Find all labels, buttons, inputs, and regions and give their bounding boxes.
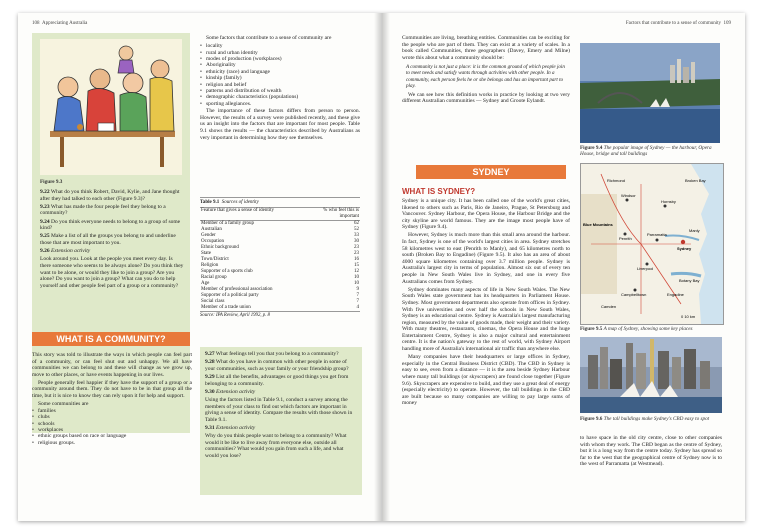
community-paragraph-1: This story was told to illustrate the ways in which people can feel part of a community, or can feel shut out and unhappy. We all have communities we can belong to and these will change as we grow up, move to other places, or have events happening in our lives. (32, 352, 192, 378)
communities-intro: Communities are living, breathing entities. Communities can be exciting for the people who are part of them. They can exist at a variety of scales. In a book called Communities, three geographers (Davey, Emery and Milne) wrote this about what a community should be: (402, 35, 570, 61)
question-item: 9.25 Make a list of all the groups you belong to and underline those that are most important to you. (40, 233, 176, 246)
sydney-map (581, 164, 723, 324)
question-item: Using the factors listed in Table 9.1, conduct a survey among the members of your class to find out which factors are important in giving a sense of identity. Compare the results with those shown in Table 9.1. (205, 396, 353, 423)
sydney-text (402, 198, 570, 408)
question-item: Why do you think people want to belong to a community? What would it be like to live away from everyone else, outside all communities? What would you gain from such a life, and what would you lose? (205, 433, 347, 459)
community-item: • clubs (32, 414, 192, 420)
factors-list (200, 43, 360, 107)
factor-item: • Aboriginality (200, 62, 360, 68)
factor-item: • locality (200, 43, 360, 49)
sydney-paragraph: Sydney is a unique city. It has been called one of the world's great cities, likened to others such as Paris, Rio de Janeiro, Prague, St Petersburg and Vancouver. Sydney Harbour, the Opera House, the Harbour Bridge and the city skyline are world famous. They are the image most people have of Sydney (Figure 9.4). (402, 198, 570, 231)
figure-9-6-photo (580, 337, 722, 413)
community-item: • families (32, 408, 192, 414)
questions-bottom (200, 347, 362, 465)
map-label-manly: Manly (689, 228, 700, 233)
community-text (32, 352, 192, 446)
table-row: Member of a family group 62 (201, 221, 359, 226)
question-item: 9.29 List all the benefits, advantages or good things you get from belonging to a community. (205, 373, 349, 387)
right-column-2-bottom (580, 435, 722, 469)
table-source: Source: IPA Review, April 1992, p. 8 (200, 313, 270, 318)
table-9-1 (200, 197, 360, 318)
table-row: State 23 (201, 251, 359, 256)
figure-9-3-caption (40, 179, 62, 185)
right-column-1 (402, 35, 570, 106)
table-row: Gender 33 (201, 233, 359, 238)
table-header-right: % who feel this is important (323, 208, 359, 219)
what-is-sydney-heading: WHAT IS SYDNEY? (402, 187, 476, 196)
map-label-richmond: Richmond (607, 178, 626, 183)
question-item: 9.23 What has made the four people feel they belong to a community? (40, 203, 166, 217)
community-paragraph-2: People generally feel happier if they have the support of a group or a community around them. They do not have to be in that group all the time, but it is nice to know they can rely upon it for help and support. (32, 379, 192, 400)
table-row: Town/District 16 (201, 257, 359, 262)
figure-9-4-photo (580, 43, 720, 143)
figure-9-3-label: Figure 9.3 (40, 179, 63, 185)
factor-item: • kinship (family) (200, 75, 360, 81)
questions-9-22-to-9-26 (40, 189, 185, 291)
map-scale-bar: 0 10 km (681, 314, 696, 319)
factor-item: • ethnicity (race) and language (200, 69, 360, 75)
sydney-paragraph: Many companies have their headquarters or large offices in Sydney, especially in the Central Business District (CBD). The CBD in Sydney is easy to see, even from a distance — it is the area beside Sydney Harbour where many tall buildings (or skyscrapers) are found close together (Figure 9.6). Skyscrapers are expensive to build, and they use a great deal of energy (especially electricity) to operate. However, the tall buildings in the CBD are built because so many companies are willing to pay large sums of money (402, 354, 570, 407)
map-label-camden: Camden (601, 304, 617, 309)
questions-9-27-to-9-31-box (200, 347, 362, 495)
map-label-campbelltown: Campbelltown (621, 292, 647, 297)
identity-table (200, 207, 360, 312)
sydney-banner: SYDNEY (416, 165, 566, 179)
figure-9-3-illustration (40, 39, 182, 175)
community-heading-banner: WHAT IS A COMMUNITY? (32, 332, 190, 346)
sydney-harbour-photo (580, 43, 720, 143)
map-label-engadine: Engadine (667, 292, 684, 297)
right-running-title: Factors that contribute to a sense of community (625, 21, 721, 26)
right-page (382, 13, 745, 521)
question-item: 9.27 What feelings tell you that you belong to a community? (205, 351, 339, 357)
table-title: Table 9.1 Sources of identity (200, 200, 259, 205)
table-row: Australian 52 (201, 227, 359, 232)
question-item: 9.28 What do you have in common with other people in some of your communities, such as your family or your friendship group? (205, 359, 349, 372)
table-row: Racial group 10 (201, 275, 359, 280)
table-row: Age 10 (201, 281, 359, 286)
table-row: Occupation 30 (201, 239, 359, 244)
community-item: • schools (32, 421, 192, 427)
left-running-head (32, 21, 87, 26)
sydney-paragraph: However, Sydney is much more than this small area around the harbour. In fact, Sydney is one of the world's largest cities in area. Sydney stretches 58 kilometres west to east (Penrith to Manly), and 65 kilometres north to south (Broken Bay to Engadine) (Figure 9.5). It also has an area of about 4000 square kilometres containing over 3.7 million people. Sydney is Australia's largest city in terms of population. Almost six out of every ten people in New South Wales live in Sydney, and one in every five Australians comes from Sydney. (402, 232, 570, 285)
sydney-paragraph: Sydney dominates many aspects of life in New South Wales. The New South Wales state government has its headquarters in Parliament House. Sydney. Most government departments also operate from offices in Sydney. With five universities and over half the schools in New South Wales, Sydney is an educational centre. Sydney is Australia's largest manufacturing region, measured by the value of goods made, their weight and their variety. With many theatres, restaurants, cinemas, the Opera House and the huge Entertainment Centre, Sydney is also a major cultural and entertainment centre. It is the nation's gateway to the rest of world, with Sydney Airport handling more of Australia's international air traffic than anywhere else. (402, 286, 570, 353)
figure-9-4-caption: Figure 9.4 The popular image of Sydney — the harbour, Opera House, bridge and tall buildings (580, 145, 712, 158)
community-list-intro: Some communities are (38, 401, 89, 408)
factor-item: • demographic characteristics (populations) (200, 94, 360, 100)
community-item: • religious groups. (32, 440, 192, 446)
map-label-sydney: Sydney (677, 246, 692, 251)
book-spread (18, 13, 745, 521)
left-page (18, 13, 381, 521)
table-row: Member of a trade union 4 (201, 305, 359, 310)
map-label-blue-mountains: Blue Mountains (583, 222, 613, 227)
question-9-26-body: Look around you. Look at the people you meet every day. Is there someone who seems to be always alone? Do you think they want to be alone, or would they like to join a group? Are you alone? Do you want to join a group? What can you do to help yourself and other people feel part of a group or a community? (40, 256, 184, 289)
table-row: Supporter of a political party 7 (201, 293, 359, 298)
community-item: • ethnic groups based on race or language (32, 433, 192, 439)
question-item: 9.31 Extension activity (205, 424, 256, 431)
figure-9-5-caption: Figure 9.5 A map of Sydney, showing some key places (580, 326, 693, 332)
communities-practice: We can see how this definition works in practice by looking at two very different Australian communities — Sydney and Groote Eylandt. (402, 91, 570, 105)
left-page-number: 108 (32, 21, 40, 26)
cartoon-people-illustration (40, 39, 182, 175)
left-running-title: Appreciating Australia (42, 21, 88, 26)
table-row: Supporter of a sports club 12 (201, 269, 359, 274)
factor-item: • modes of production (workplaces) (200, 56, 360, 62)
question-item: 9.22 What do you think Robert, David, Kylie, and Jane thought after they had talked to each other (Figure 9.3)? (40, 189, 180, 202)
table-header-left: Feature that gives a sense of identity (201, 208, 275, 213)
book-gutter-shadow (374, 13, 390, 521)
table-row: Social class 7 (201, 299, 359, 304)
figure-9-6-caption: Figure 9.6 The tall buildings make Sydney's CBD easy to spot (580, 416, 710, 422)
factor-item: • patterns and distribution of wealth (200, 88, 360, 94)
table-row: Ethnic background 23 (201, 245, 359, 250)
factor-item: • religion and belief (200, 82, 360, 88)
community-list (32, 408, 192, 446)
map-label-parramatta: Parramatta (647, 232, 667, 237)
table-header-row (200, 208, 360, 221)
question-item: 9.24 Do you think everyone needs to belong to a group of some kind? (40, 218, 181, 232)
map-label-liverpool: Liverpool (637, 266, 654, 271)
map-label-penrith: Penrith (619, 236, 632, 241)
table-row: Member of professional association 9 (201, 287, 359, 292)
factor-item: • sporting allegiances. (200, 101, 360, 107)
question-item: 9.26 Extension activity (40, 248, 91, 255)
cbd-continuation: to have space in the old city centre, close to other companies with whom they work. The CBD began as the centre of Sydney, but it is a long way from the centre today. Sydney has spread so far to the west that the geographical centre of Sydney now is to the west of Parramatta (at Westmead). (580, 435, 722, 468)
table-row: Religion 15 (201, 263, 359, 268)
factor-item: • rural and urban identity (200, 50, 360, 56)
factors-paragraph: The importance of these factors differs from person to person. However, the results of a survey were published recently, and these give us an insight into the factors that are important for most people. Table 9.1 shows the results — the characteristics described by Australians as very important in determining how they see themselves. (200, 108, 360, 141)
map-label-hornsby: Hornsby (661, 199, 676, 204)
factors-column (200, 35, 360, 143)
right-page-number: 109 (723, 21, 731, 26)
map-label-windsor: Windsor (621, 193, 636, 198)
question-item: 9.30 Extension activity (205, 388, 256, 395)
community-definition-quote: A community is not just a place: it is the common ground of which people join to meet needs and satisfy wants through activities with other people. In a community, each person feels he or she belongs and has an important part to play. (406, 64, 565, 89)
sydney-cbd-photo (580, 337, 722, 413)
community-item: • workplaces (32, 427, 192, 433)
map-label-broken-bay: Broken Bay (685, 178, 706, 183)
figure-9-5-map (580, 163, 724, 325)
factors-intro: Some factors that contribute to a sense of community are (206, 35, 332, 41)
right-running-head (626, 21, 731, 26)
map-label-botany-bay: Botany Bay (679, 278, 700, 283)
